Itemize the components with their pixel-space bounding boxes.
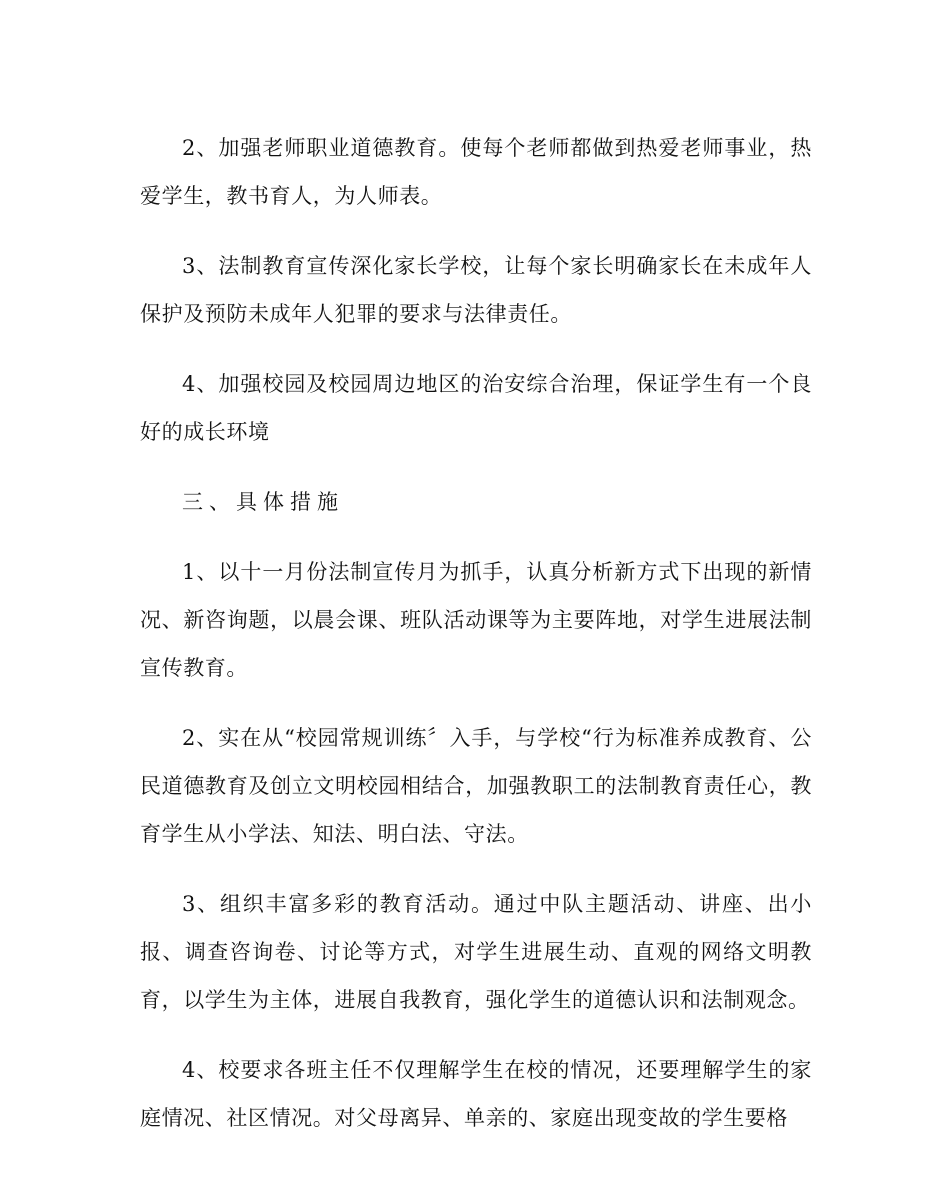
- paragraph-routine-training: 2、实在从“校园常规训练〞入手，与学校“行为标准养成教育、公民道德教育及创立文明校园相结合，加强教职工的法制教育责任心，教育学生从小学法、知法、明白法、守法。: [140, 726, 812, 846]
- paragraph-teacher-ethics: 2、加强老师职业道德教育。使每个老师都做到热爱老师事业，热爱学生，教书育人，为人师表。: [140, 136, 812, 208]
- paragraph-legal-month: 1、以十一月份法制宣传月为抓手，认真分析新方式下出现的新情况、新咨询题，以晨会课、班队活动课等为主要阵地，对学生进展法制宣传教育。: [140, 560, 812, 680]
- section-heading-measures: 三、具体措施: [182, 490, 344, 514]
- document-body: [140, 124, 812, 1164]
- paragraph-class-teachers: 4、校要求各班主任不仅理解学生在校的情况，还要理解学生的家庭情况、社区情况。对父母离异、单亲的、家庭出现变故的学生要格: [140, 1058, 812, 1130]
- paragraph-campus-security: 4、加强校园及校园周边地区的治安综合治理，保证学生有一个良好的成长环境: [140, 372, 812, 444]
- paragraph-education-activities: 3、组织丰富多彩的教育活动。通过中队主题活动、讲座、出小报、调查咨询卷、讨论等方式，对学生进展生动、直观的网络文明教育，以学生为主体，进展自我教育，强化学生的道德认识和法制观念。: [140, 892, 812, 1012]
- paragraph-parent-school: 3、法制教育宣传深化家长学校，让每个家长明确家长在未成年人保护及预防未成年人犯罪的要求与法律责任。: [140, 254, 812, 326]
